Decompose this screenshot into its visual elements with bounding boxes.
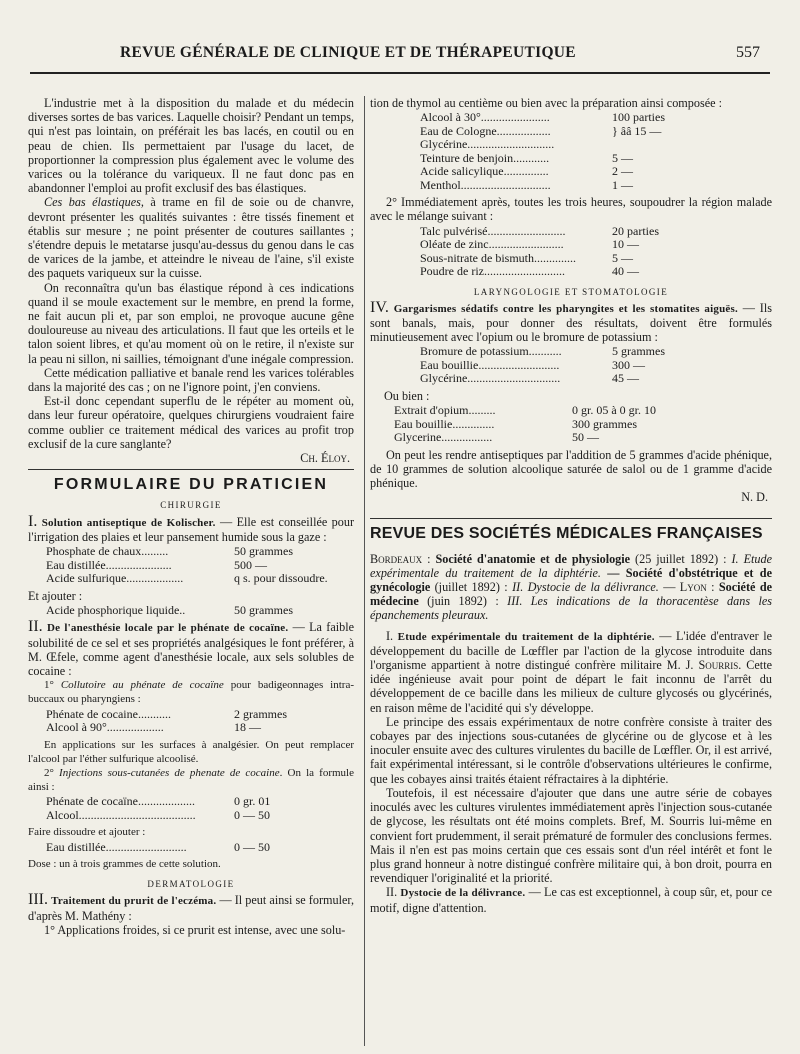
paragraph: Cette médication palliative et banale rend les varices tolérables dans la majorité des cas ; on ne l'ignore point, j'en conviens. <box>28 365 354 395</box>
right-column <box>370 96 772 915</box>
formula-2-part-2: 2° Injections sous-cutanées de phenate de cocaine. On la formule ainsi : <box>28 766 354 794</box>
formula-3: III. Traitement du prurit de l'eczéma. — Il peut ainsi se formuler, d'après M. Mathény : <box>28 891 355 923</box>
subsection-dermatologie: DERMATOLOGIE <box>147 879 235 890</box>
signature: Ch. Éloy. <box>300 451 350 466</box>
subsection-laryngologie: LARYNGOLOGIE ET STOMATOLOGIE <box>473 286 669 297</box>
paragraph: 2° Immédiatement après, toutes les trois heures, soupoudrer la région malade avec le mélange suivant : <box>370 195 772 224</box>
paragraph: II. Dystocie de la délivrance. — Le cas est exceptionnel, à coup sûr, et, pour ce motif, digne d'attention. <box>370 885 773 915</box>
column-rule <box>364 96 365 1046</box>
recipe-table: Alcool à 30°....................... 100 parties Eau de Cologne.................. } ââ 15 — Glycérine............................. Teinture de benjoin............ 5 — Acide salicylique............... 2 — Menthol.............................. 1 — <box>420 110 665 192</box>
instruction: Ou bien : <box>384 388 430 403</box>
subsection-chirurgie: CHIRURGIE <box>160 500 222 511</box>
recipe-table: Eau distillée........................... 0 — 50 <box>46 839 270 854</box>
recipe-table: Phénate de cocaine........... 2 grammes Alcool à 90°................... 18 — <box>46 706 287 735</box>
paragraph: I. Etude expérimentale du traitement de la diphtérie. — L'idée d'entraver le développement du bacille de Lœffler par l'action de la glycose introduite dans l'organisme appartient à notre distingué confrère militaire M. J. Sourris. Cette idée ingénieuse avait pour point de départ le fait inconnu de l'arrêt du développement de ce bacille dans les milieux de culture glycosés ou glycérinés, en raison même de l'acidité qui s'y développe. <box>370 628 773 715</box>
left-column <box>28 96 354 937</box>
paragraph: On peut les rendre antiseptiques par l'addition de 5 grammes d'acide phénique, de 10 grammes de solution alcoolique saturée de salol ou de 1 gramme d'acide phénique. <box>370 447 772 491</box>
section-title-societes: REVUE DES SOCIÉTÉS MÉDICALES FRANÇAISES <box>370 518 772 541</box>
paragraph: L'industrie met à la disposition du malade et du médecin diverses sortes de bas varices. Laquelle choisir? Pendant un temps, qui n'est pas lointain, on préférait les bas lacés, en coutil ou en peau de chien. Ils permettaient par l'usage du lacet, de proportionner la compression plus également avec le volume des varices ou la tolérance du variqueux. Il ne faut donc pas en abandonner l'emploi au profit exclusif des bas élastiques. <box>28 96 354 196</box>
instruction: Faire dissoudre et ajouter : <box>28 826 146 839</box>
formula-2: II. De l'anesthésie locale par le phénate de cocaïne. — La faible solubilité de ce sel et ses propriétés analgésiques le font préférer, à M. Œfele, comme agent d'anesthésie locale, aux sels solubles de cocaine : <box>28 618 354 678</box>
section-title-formulaire: FORMULAIRE DU PRATICIEN <box>28 469 354 492</box>
dose-note: Dose : un à trois grammes de cette solution. <box>28 858 221 871</box>
formula-1: I. Solution antiseptique de Kolischer. — Elle est conseillée pour l'irrigation des plaies et leur pansement humide sous la gaze : <box>28 512 355 544</box>
paragraph: On reconnaîtra qu'un bas élastique répond à ces indications quand il se moule exactement sur le membre, en prend la forme, ne fait aucun pli et, par son emploi, ne provoque aucune gêne douloureuse au niveau des articulations. Il faut que les orteils et le talon soient libres, et qu'au moment où on le retire, il n'existe sur la peau ni sillon, ni saillies, témoignant d'une inégale compression. <box>28 280 354 366</box>
application-note: En applications sur les surfaces à analgésier. On peut remplacer l'alcool par l'éther sulfurique alcoolisé. <box>28 738 354 765</box>
formula-4: IV. Gargarismes sédatifs contre les pharyngites et les stomatites aiguës. — Ils sont banals, mais, pour donner des résultats, doivent être formulés minutieusement avec l'opium ou le bromure de potassium : <box>370 298 772 345</box>
page-header <box>40 44 770 70</box>
instruction: Et ajouter : <box>28 588 83 603</box>
page-number: 557 <box>736 44 760 61</box>
recipe-table: Acide phosphorique liquide.. 50 grammes <box>46 602 293 617</box>
signature: N. D. <box>741 490 768 505</box>
recipe-table: Talc pulvérisé.......................... 20 parties Oléate de zinc......................... 10 — Sous-nitrate de bismuth.............. 5 — Poudre de riz........................... 40 — <box>420 223 659 279</box>
recipe-table: Phénate de cocaïne................... 0 gr. 01 Alcool....................................... 0 — 50 <box>46 794 271 822</box>
paragraph: Toutefois, il est nécessaire d'ajouter que dans une autre série de cobayes inoculés avec les cultures virulentes immédiatement après l'injection sous-cutanée de glycose, les résultats ont été moins complets. Bref, M. Sourris lui-même en convient fort prudemment, il serait prématuré de formuler des conclusions fermes. Mais il n'en est pas moins certain que ces essais sont d'un réel intérêt et font le plus grand honneur à notre distingué confrère militaire qui, à bon droit, pourra en revendiquer l'originalité et la priorité. <box>370 785 772 886</box>
formula-2-part-1: 1° Collutoire au phénate de cocaïne pour badigeonnages intra-buccaux ou pharyngiens : <box>28 679 354 706</box>
paragraph: 1° Applications froides, si ce prurit est intense, avec une solu- <box>44 922 346 937</box>
paragraph: Ces bas élastiques, à trame en fil de soie ou de chanvre, devront présenter les qualités suivantes : être tissés finement et établis sur mesure ; ne point présenter de coutures saillantes ; s'étendre depuis le metatarse jusqu'au-dessus du genou dans le cas de varices de la jambe, et atteindre le niveau de l'aine, s'il existe des paquets variqueux sur la cuisse. <box>28 195 354 281</box>
recipe-table: Bromure de potassium........... 5 grammes Eau bouillie........................... 300 — Glycérine............................... 45 — <box>420 344 665 386</box>
running-title: REVUE GÉNÉRALE DE CLINIQUE ET DE THÉRAPEUTIQUE <box>120 44 576 61</box>
recipe-table: Extrait d'opium......... 0 gr. 05 à 0 gr. 10 Eau bouillie.............. 300 grammes Glycerine................. 50 — <box>394 403 656 445</box>
societies-summary: Bordeaux : Société d'anatomie et de physiologie (25 juillet 1892) : I. Etude expérimentale du traitement de la diphtérie. — Société d'obstétrique et de gynécologie (juillet 1892) : II. Dystocie de la délivrance. — Lyon : Société de médecine (juin 1892) : III. Les indications de la thoracentèse dans les épanchements pleuraux. <box>370 551 773 623</box>
paragraph: Est-il donc cependant superflu de le répéter au moment où, dans leur fureur opératoire, quelques chirurgiens voudraient faire comme oublier ce traitement médical des varices au profit trop exclusif de la cure sanglante? <box>28 394 354 451</box>
paragraph: tion de thymol au centième ou bien avec la préparation ainsi composée : <box>370 96 722 110</box>
paragraph: Le principe des essais expérimentaux de notre confrère consiste à traiter des cobayes par des injections sous-cutanées de glycérine ou de glycose et à les inoculer ensuite avec des cultures virulentes du bacille de Lœffler. Or, il est arrivé, fait expérimental intéressant, si le contrôle d'observations ultérieures le confirme, que les cobayes ainsi traités étaient réfractaires à la diphtérie. <box>370 714 773 786</box>
recipe-table: Phosphate de chaux......... 50 grammes Eau distillée...................... 500 — Acide sulfurique................... q s. pour dissoudre. <box>46 544 328 586</box>
header-rule <box>30 72 770 74</box>
